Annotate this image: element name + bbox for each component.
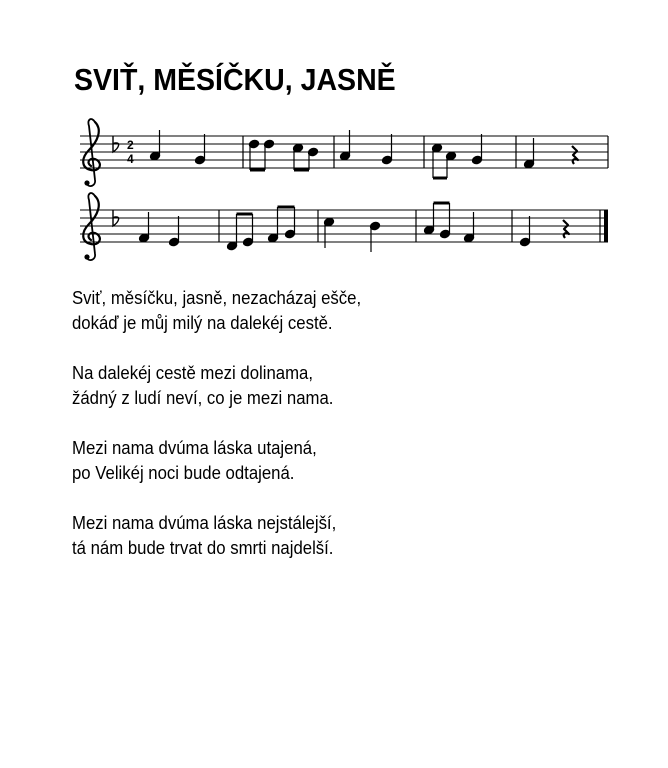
measure-9 — [423, 203, 474, 243]
time-signature-top: 2 — [127, 138, 134, 152]
lyric-line: dokáď je můj milý na dalekéj cestě. — [72, 313, 333, 333]
song-title: SVIŤ, MĚSÍČKU, JASNĚ — [74, 62, 396, 97]
measure-4 — [431, 134, 482, 178]
rest-icon — [563, 220, 569, 238]
measure-10 — [519, 216, 530, 247]
lyric-line: Mezi nama dvúma láska nejstálejší, — [72, 513, 337, 533]
stanza-2 — [72, 361, 632, 411]
stanza-3 — [72, 436, 632, 486]
lyrics — [72, 286, 632, 586]
stanza-4 — [72, 511, 632, 561]
rest-icon — [572, 146, 578, 164]
staff-1 — [80, 119, 608, 186]
measure-5 — [523, 138, 534, 169]
staff-2 — [80, 193, 608, 260]
lyric-line: Sviť, měsíčku, jasně, nezacházaj ešče, — [72, 288, 362, 308]
lyric-line: po Velikéj noci bude odtajená. — [72, 463, 295, 483]
treble-clef-icon — [83, 119, 100, 186]
music-score — [0, 0, 668, 280]
lyric-line: Mezi nama dvúma láska utajená, — [72, 438, 317, 458]
lyric-line: tá nám bude trvat do smrti najdelší. — [72, 538, 334, 558]
lyric-line: Na dalekéj cestě mezi dolinama, — [72, 363, 314, 383]
stanza-1 — [72, 286, 632, 336]
lyric-line: žádný z ludí neví, co je mezi nama. — [72, 388, 334, 408]
staff-lines — [80, 210, 608, 242]
time-signature-bottom: 4 — [127, 152, 134, 166]
treble-clef-icon — [83, 193, 100, 260]
measure-7 — [226, 207, 295, 251]
